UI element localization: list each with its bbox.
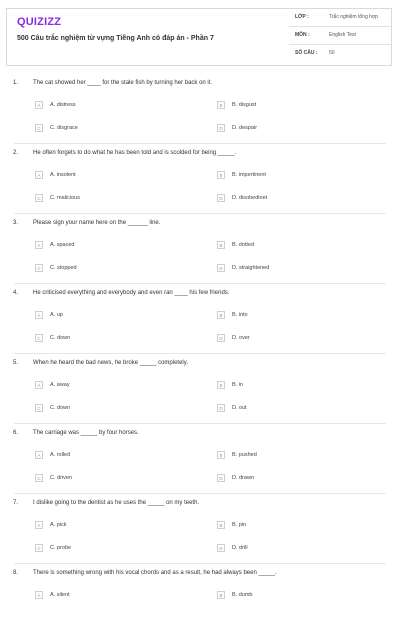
question-number: 4. bbox=[13, 290, 19, 296]
question-text: When he heard the bad news, he broke _____ completely. bbox=[33, 360, 188, 366]
option-text: D. drill bbox=[232, 545, 248, 551]
option-letter-box: D bbox=[217, 474, 225, 482]
option-text: C. driven bbox=[50, 475, 73, 481]
worksheet-header bbox=[6, 8, 392, 66]
option-letter-box: B bbox=[217, 521, 225, 529]
option-text: B. pin bbox=[232, 522, 247, 528]
option-letter-box: A bbox=[35, 521, 43, 529]
option-text: B. pushed bbox=[232, 452, 257, 458]
option-text: D. out bbox=[232, 405, 247, 411]
option-letter-box: A bbox=[35, 381, 43, 389]
option-text: A. up bbox=[50, 312, 63, 318]
meta-label: MÔN : bbox=[295, 32, 310, 38]
option-text: B. disgust bbox=[232, 102, 257, 108]
question-item bbox=[0, 570, 400, 640]
question-number: 5. bbox=[13, 360, 19, 366]
question-divider bbox=[14, 563, 386, 564]
meta-value: 50 bbox=[329, 50, 335, 56]
option-letter-box: C bbox=[35, 264, 43, 272]
option-text: D. despair bbox=[232, 125, 258, 131]
question-number: 3. bbox=[13, 220, 19, 226]
question-item bbox=[0, 150, 400, 220]
meta-panel bbox=[289, 9, 392, 65]
option-text: B. in bbox=[232, 382, 244, 388]
option-text: C. malicious bbox=[50, 195, 80, 201]
option-letter-box: A bbox=[35, 311, 43, 319]
option-text: B. dotted bbox=[232, 242, 255, 248]
question-item bbox=[0, 430, 400, 500]
question-text: He criticised everything and everybody and even ran ____ his few friends. bbox=[33, 290, 230, 296]
option-letter-box: C bbox=[35, 334, 43, 342]
meta-value: English Test bbox=[329, 32, 356, 38]
option-text: B. dumb bbox=[232, 592, 253, 598]
option-letter-box: D bbox=[217, 124, 225, 132]
option-text: C. disgrace bbox=[50, 125, 78, 131]
question-divider bbox=[14, 213, 386, 214]
option-letter-box: A bbox=[35, 171, 43, 179]
question-divider bbox=[14, 353, 386, 354]
option-text: A. spaced bbox=[50, 242, 75, 248]
meta-label: LỚP : bbox=[295, 14, 309, 20]
meta-row-count bbox=[289, 45, 392, 63]
option-letter-box: D bbox=[217, 264, 225, 272]
question-text: I dislike going to the dentist as he uses the _____ on my teeth. bbox=[33, 500, 200, 506]
meta-row-class bbox=[289, 9, 392, 27]
question-number: 8. bbox=[13, 570, 19, 576]
option-text: B. impertinent bbox=[232, 172, 266, 178]
option-text: D. straightened bbox=[232, 265, 270, 271]
option-letter-box: A bbox=[35, 591, 43, 599]
option-letter-box: B bbox=[217, 311, 225, 319]
option-letter-box: B bbox=[217, 241, 225, 249]
question-divider bbox=[14, 283, 386, 284]
question-text: Please sign your name here on the ______ line. bbox=[33, 220, 161, 226]
question-item bbox=[0, 80, 400, 150]
question-divider bbox=[14, 423, 386, 424]
question-number: 1. bbox=[13, 80, 19, 86]
option-letter-box: B bbox=[217, 381, 225, 389]
question-number: 2. bbox=[13, 150, 19, 156]
option-letter-box: C bbox=[35, 194, 43, 202]
option-text: C. down bbox=[50, 405, 71, 411]
option-text: D. over bbox=[232, 335, 250, 341]
option-letter-box: B bbox=[217, 591, 225, 599]
option-letter-box: A bbox=[35, 101, 43, 109]
option-text: A. distress bbox=[50, 102, 76, 108]
option-letter-box: D bbox=[217, 544, 225, 552]
option-text: C. down bbox=[50, 335, 71, 341]
option-text: B. into bbox=[232, 312, 248, 318]
option-letter-box: A bbox=[35, 241, 43, 249]
question-item bbox=[0, 500, 400, 570]
question-text: The cat showed her ____ for the stale fish by turning her back on it. bbox=[33, 80, 213, 86]
option-text: A. pick bbox=[50, 522, 67, 528]
option-letter-box: B bbox=[217, 101, 225, 109]
option-letter-box: C bbox=[35, 404, 43, 412]
option-text: A. away bbox=[50, 382, 70, 388]
question-item bbox=[0, 360, 400, 430]
document-title: 500 Câu trắc nghiệm từ vựng Tiếng Anh có đáp án - Phần 7 bbox=[17, 35, 214, 42]
option-letter-box: D bbox=[217, 194, 225, 202]
option-letter-box: D bbox=[217, 334, 225, 342]
option-text: C. stopped bbox=[50, 265, 77, 271]
option-text: A. rolled bbox=[50, 452, 71, 458]
meta-label: SỐ CÂU : bbox=[295, 50, 318, 56]
option-letter-box: C bbox=[35, 544, 43, 552]
option-text: D. disobedinet bbox=[232, 195, 268, 201]
option-text: A. silent bbox=[50, 592, 70, 598]
option-text: D. drawn bbox=[232, 475, 255, 481]
question-text: There is something wrong with his vocal chords and as a result, he had always been _____. bbox=[33, 570, 277, 576]
question-text: The carriage was _____ by four horses. bbox=[33, 430, 139, 436]
option-text: A. insolent bbox=[50, 172, 76, 178]
question-divider bbox=[14, 493, 386, 494]
option-letter-box: C bbox=[35, 474, 43, 482]
question-number: 6. bbox=[13, 430, 19, 436]
question-number: 7. bbox=[13, 500, 19, 506]
question-item bbox=[0, 290, 400, 360]
meta-value: Trắc nghiệm tổng hợp bbox=[329, 14, 378, 20]
option-letter-box: B bbox=[217, 171, 225, 179]
option-letter-box: C bbox=[35, 124, 43, 132]
option-letter-box: D bbox=[217, 404, 225, 412]
question-text: He often forgets to do what he has been told and is scolded for being _____. bbox=[33, 150, 237, 156]
quizizz-logo: QUIZIZZ bbox=[17, 16, 62, 28]
meta-row-subject bbox=[289, 27, 392, 45]
option-letter-box: B bbox=[217, 451, 225, 459]
option-letter-box: A bbox=[35, 451, 43, 459]
option-text: C. probe bbox=[50, 545, 72, 551]
question-divider bbox=[14, 143, 386, 144]
question-item bbox=[0, 220, 400, 290]
